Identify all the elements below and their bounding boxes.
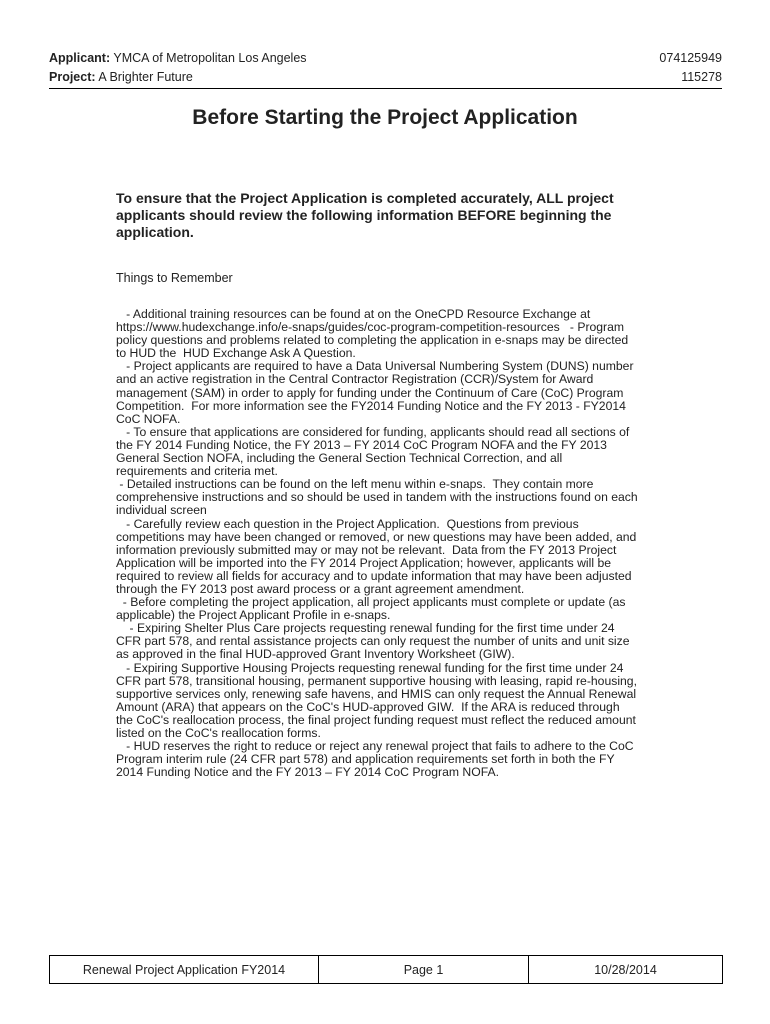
- body-line: to HUD the HUD Exchange Ask A Question.: [116, 346, 356, 361]
- body-line: Application will be imported into the FY 2014 Project Application; however, applicants will be: [116, 555, 612, 570]
- body-line: https://www.hudexchange.info/e-snaps/guides/coc-program-competition-resources - Program: [116, 320, 625, 335]
- body-line: as approved in the final HUD-approved Grant Inventory Worksheet (GIW).: [116, 647, 515, 662]
- footer-doc-name: Renewal Project Application FY2014: [50, 956, 319, 983]
- body-line: the FY 2014 Funding Notice, the FY 2013 – FY 2014 CoC Program NOFA and the FY 2013: [116, 437, 607, 452]
- body-line: listed on the CoC's reallocation forms.: [116, 726, 321, 740]
- applicant-label: Applicant:: [49, 51, 111, 65]
- body-line: - Expiring Shelter Plus Care projects requesting renewal funding for the first time under 24: [116, 621, 615, 636]
- body-line: the CoC's reallocation process, the final project funding request must reflect the reduced amount: [116, 712, 636, 727]
- body-line: applicable) the Project Applicant Profile in e-snaps.: [116, 608, 391, 623]
- body-line: policy questions and problems related to completing the application in e-snaps may be directed: [116, 333, 629, 348]
- body-line: - Carefully review each question in the Project Application. Questions from previous: [116, 516, 579, 531]
- header-divider: [49, 88, 722, 89]
- applicant-row: [49, 50, 722, 66]
- body-line: - Additional training resources can be found at on the OneCPD Resource Exchange at: [116, 307, 591, 321]
- body-line: - Expiring Supportive Housing Projects requesting renewal funding for the first time under 24: [116, 660, 624, 675]
- footer-page-number: Page 1: [319, 956, 529, 983]
- project-id: 115278: [681, 70, 722, 84]
- page-title: Before Starting the Project Application: [192, 106, 578, 129]
- body-line: CFR part 578, and rental assistance projects can only request the number of units and unit size: [116, 634, 630, 649]
- project-label: Project:: [49, 70, 96, 84]
- body-line: through the FY 2013 post award process or a grant agreement amendment.: [116, 581, 525, 596]
- things-heading: Things to Remember: [116, 271, 233, 285]
- instructions-body: [116, 308, 656, 779]
- applicant-id: 074125949: [659, 51, 722, 65]
- applicant-name: YMCA of Metropolitan Los Angeles: [113, 51, 307, 65]
- project-row: [49, 69, 722, 85]
- body-line: - Detailed instructions can be found on the left menu within e-snaps. They contain more: [116, 477, 594, 492]
- intro-paragraph: To ensure that the Project Application is completed accurately, ALL project applicants should review the following information BEFORE beginning the application.: [116, 190, 614, 240]
- body-line: management (SAM) in order to apply for funding under the Continuum of Care (CoC) Program: [116, 385, 624, 400]
- body-line: required to review all fields for accuracy and to update information that may have been adjusted: [116, 568, 632, 583]
- body-line: comprehensive instructions and so should be used in tandem with the instructions found on each: [116, 490, 638, 505]
- body-line: CoC NOFA.: [116, 411, 181, 426]
- body-line: - Before completing the project application, all project applicants must complete or update (as: [116, 595, 626, 610]
- body-line: Amount (ARA) that appears on the CoC's HUD-approved GIW. If the ARA is reduced through: [116, 699, 620, 714]
- body-line: and an active registration in the Central Contractor Registration (CCR)/System for Award: [116, 372, 594, 387]
- body-line: - Project applicants are required to have a Data Universal Numbering System (DUNS) number: [116, 359, 634, 374]
- body-line: Competition. For more information see the FY2014 Funding Notice and the FY 2013 - FY2014: [116, 398, 626, 413]
- body-line: competitions may have been changed or removed, or new questions may have been added, and: [116, 529, 637, 544]
- body-line: Program interim rule (24 CFR part 578) and application requirements set forth in both the FY: [116, 752, 615, 767]
- body-line: General Section NOFA, including the General Section Technical Correction, and all: [116, 451, 563, 466]
- body-line: CFR part 578, transitional housing, permanent supportive housing with leasing, rapid re-housing,: [116, 673, 637, 688]
- body-line: individual screen: [116, 503, 207, 518]
- body-line: - To ensure that applications are considered for funding, applicants should read all sections of: [116, 424, 630, 439]
- body-line: requirements and criteria met.: [116, 464, 278, 479]
- body-line: 2014 Funding Notice and the FY 2013 – FY 2014 CoC Program NOFA.: [116, 765, 500, 780]
- body-line: supportive services only, renewing safe havens, and HMIS can only request the Annual Renewal: [116, 686, 637, 701]
- body-line: - HUD reserves the right to reduce or reject any renewal project that fails to adhere to the CoC: [116, 739, 634, 754]
- footer-date: 10/28/2014: [594, 962, 657, 977]
- body-line: information previously submitted may or may not be relevant. Data from the FY 2013 Project: [116, 542, 617, 557]
- page-footer: [49, 955, 723, 984]
- project-name: A Brighter Future: [98, 70, 193, 84]
